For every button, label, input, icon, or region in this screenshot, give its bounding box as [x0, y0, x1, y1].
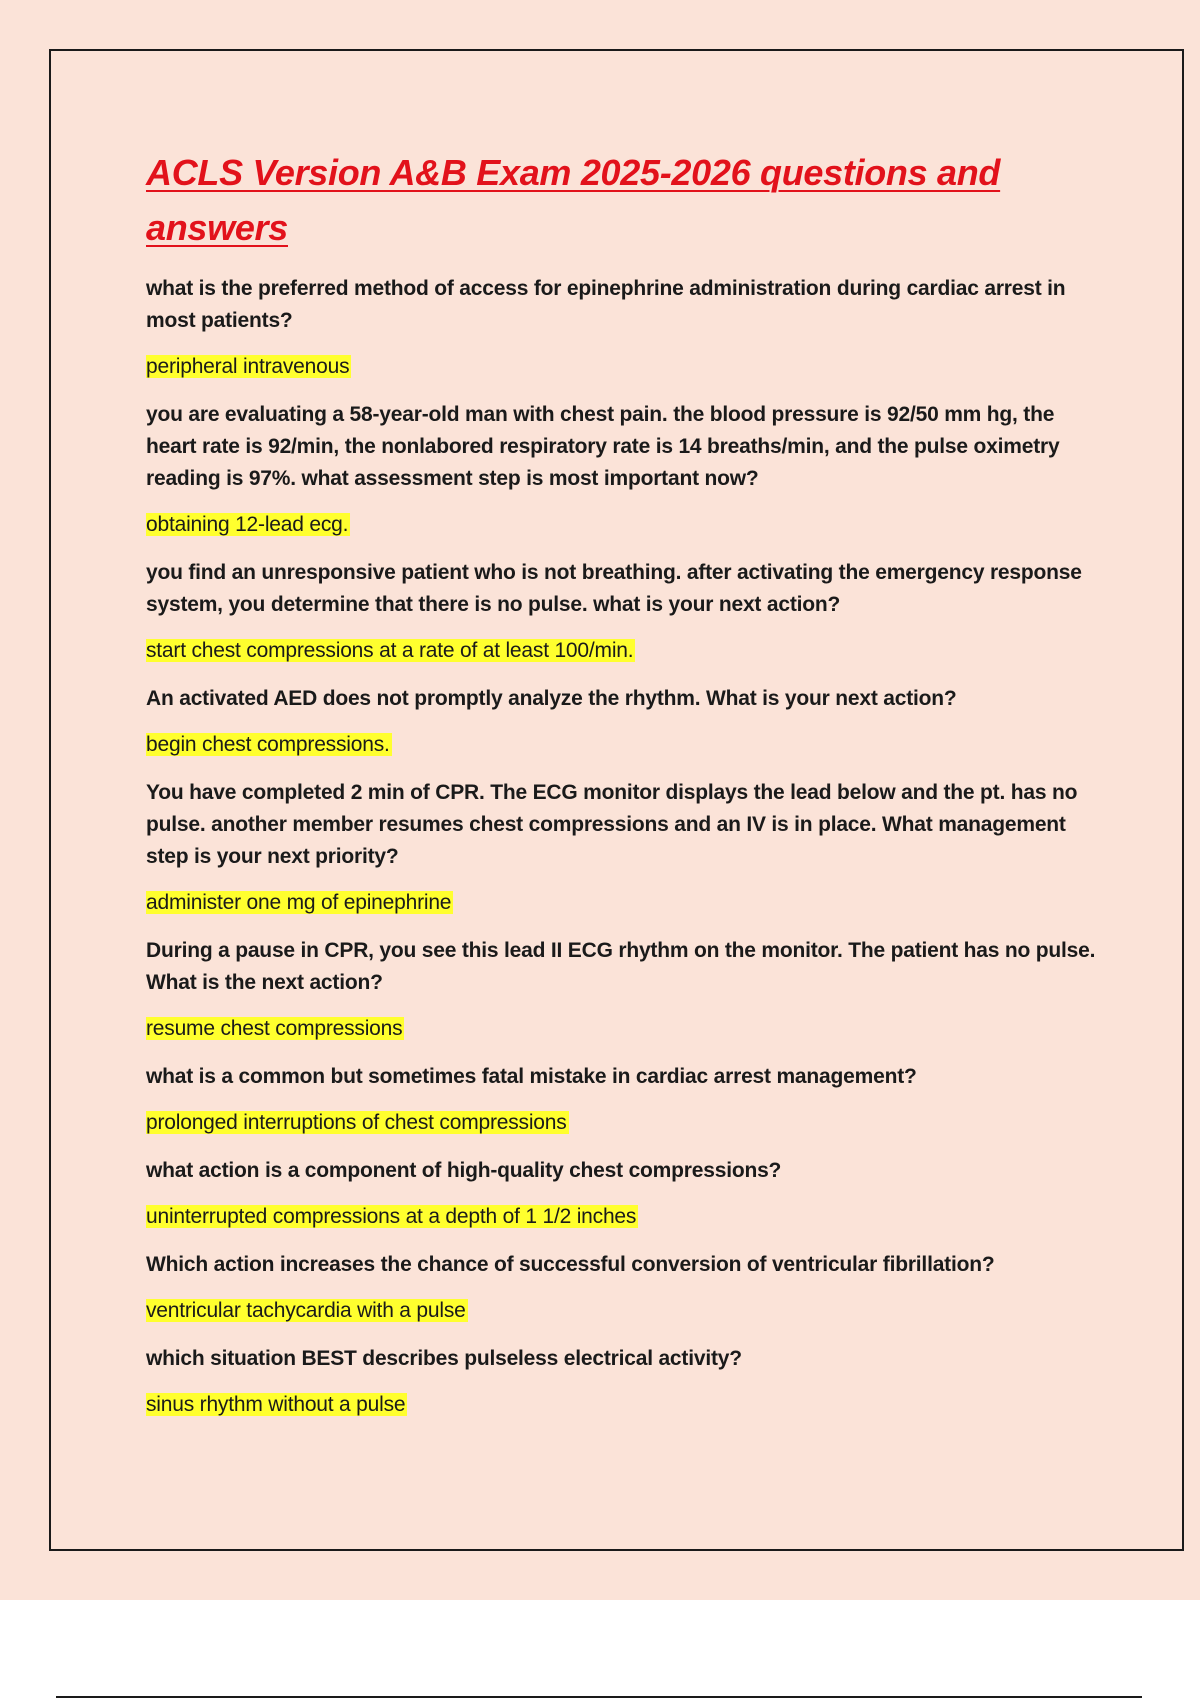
answer-highlight: uninterrupted compressions at a depth of 1 1/2 inches	[146, 1205, 637, 1228]
question-text: An activated AED does not promptly analyze the rhythm. What is your next action?	[146, 687, 957, 710]
footer-divider	[56, 1696, 1142, 1698]
answer-highlight: start chest compressions at a rate of at least 100/min.	[146, 639, 634, 662]
answer-line	[146, 1295, 1096, 1327]
answer-highlight: peripheral intravenous	[146, 355, 350, 378]
answer-line	[146, 1107, 1096, 1139]
qa-item	[146, 683, 1096, 761]
qa-item	[146, 1249, 1096, 1327]
answer-line	[146, 729, 1096, 761]
answer-line	[146, 1201, 1096, 1233]
qa-item	[146, 935, 1096, 1045]
question-text: what action is a component of high-quality chest compressions?	[146, 1159, 782, 1182]
qa-item	[146, 1155, 1096, 1233]
answer-highlight: resume chest compressions	[146, 1017, 403, 1040]
question-text: you find an unresponsive patient who is not breathing. after activating the emergency response system, you determine that there is no pulse. what is your next action?	[146, 561, 1082, 616]
qa-item	[146, 399, 1096, 541]
answer-line	[146, 1389, 1096, 1421]
answer-highlight: administer one mg of epinephrine	[146, 891, 452, 914]
question-text: what is the preferred method of access for epinephrine administration during cardiac arrest in most patients?	[146, 277, 1066, 332]
answer-line	[146, 509, 1096, 541]
question-text: During a pause in CPR, you see this lead II ECG rhythm on the monitor. The patient has no pulse. What is the next action?	[146, 939, 1096, 994]
question-text: you are evaluating a 58-year-old man with chest pain. the blood pressure is 92/50 mm hg, the heart rate is 92/min, the nonlabored respiratory rate is 14 breaths/min, and the pulse oximetry reading is 97%. what assessment step is most important now?	[146, 403, 1060, 490]
qa-item	[146, 1061, 1096, 1139]
question-text: which situation BEST describes pulseless electrical activity?	[146, 1347, 742, 1370]
document-title: ACLS Version A&B Exam 2025-2026 questions and answers	[146, 152, 1001, 248]
answer-line	[146, 1013, 1096, 1045]
answer-highlight: prolonged interruptions of chest compressions	[146, 1111, 567, 1134]
answer-highlight: ventricular tachycardia with a pulse	[146, 1299, 466, 1322]
qa-item	[146, 557, 1096, 667]
answer-line	[146, 887, 1096, 919]
answer-highlight: obtaining 12-lead ecg.	[146, 513, 349, 536]
qa-item	[146, 1343, 1096, 1421]
document-content	[146, 145, 1096, 1437]
answer-line	[146, 351, 1096, 383]
question-text: Which action increases the chance of successful conversion of ventricular fibrillation?	[146, 1253, 995, 1276]
question-text: You have completed 2 min of CPR. The ECG monitor displays the lead below and the pt. has no pulse. another member resumes chest compressions and an IV is in place. What management step is your next priority?	[146, 781, 1078, 868]
answer-highlight: sinus rhythm without a pulse	[146, 1393, 406, 1416]
answer-line	[146, 635, 1096, 667]
answer-highlight: begin chest compressions.	[146, 733, 390, 756]
qa-item	[146, 777, 1096, 919]
question-text: what is a common but sometimes fatal mistake in cardiac arrest management?	[146, 1065, 917, 1088]
qa-item	[146, 273, 1096, 383]
